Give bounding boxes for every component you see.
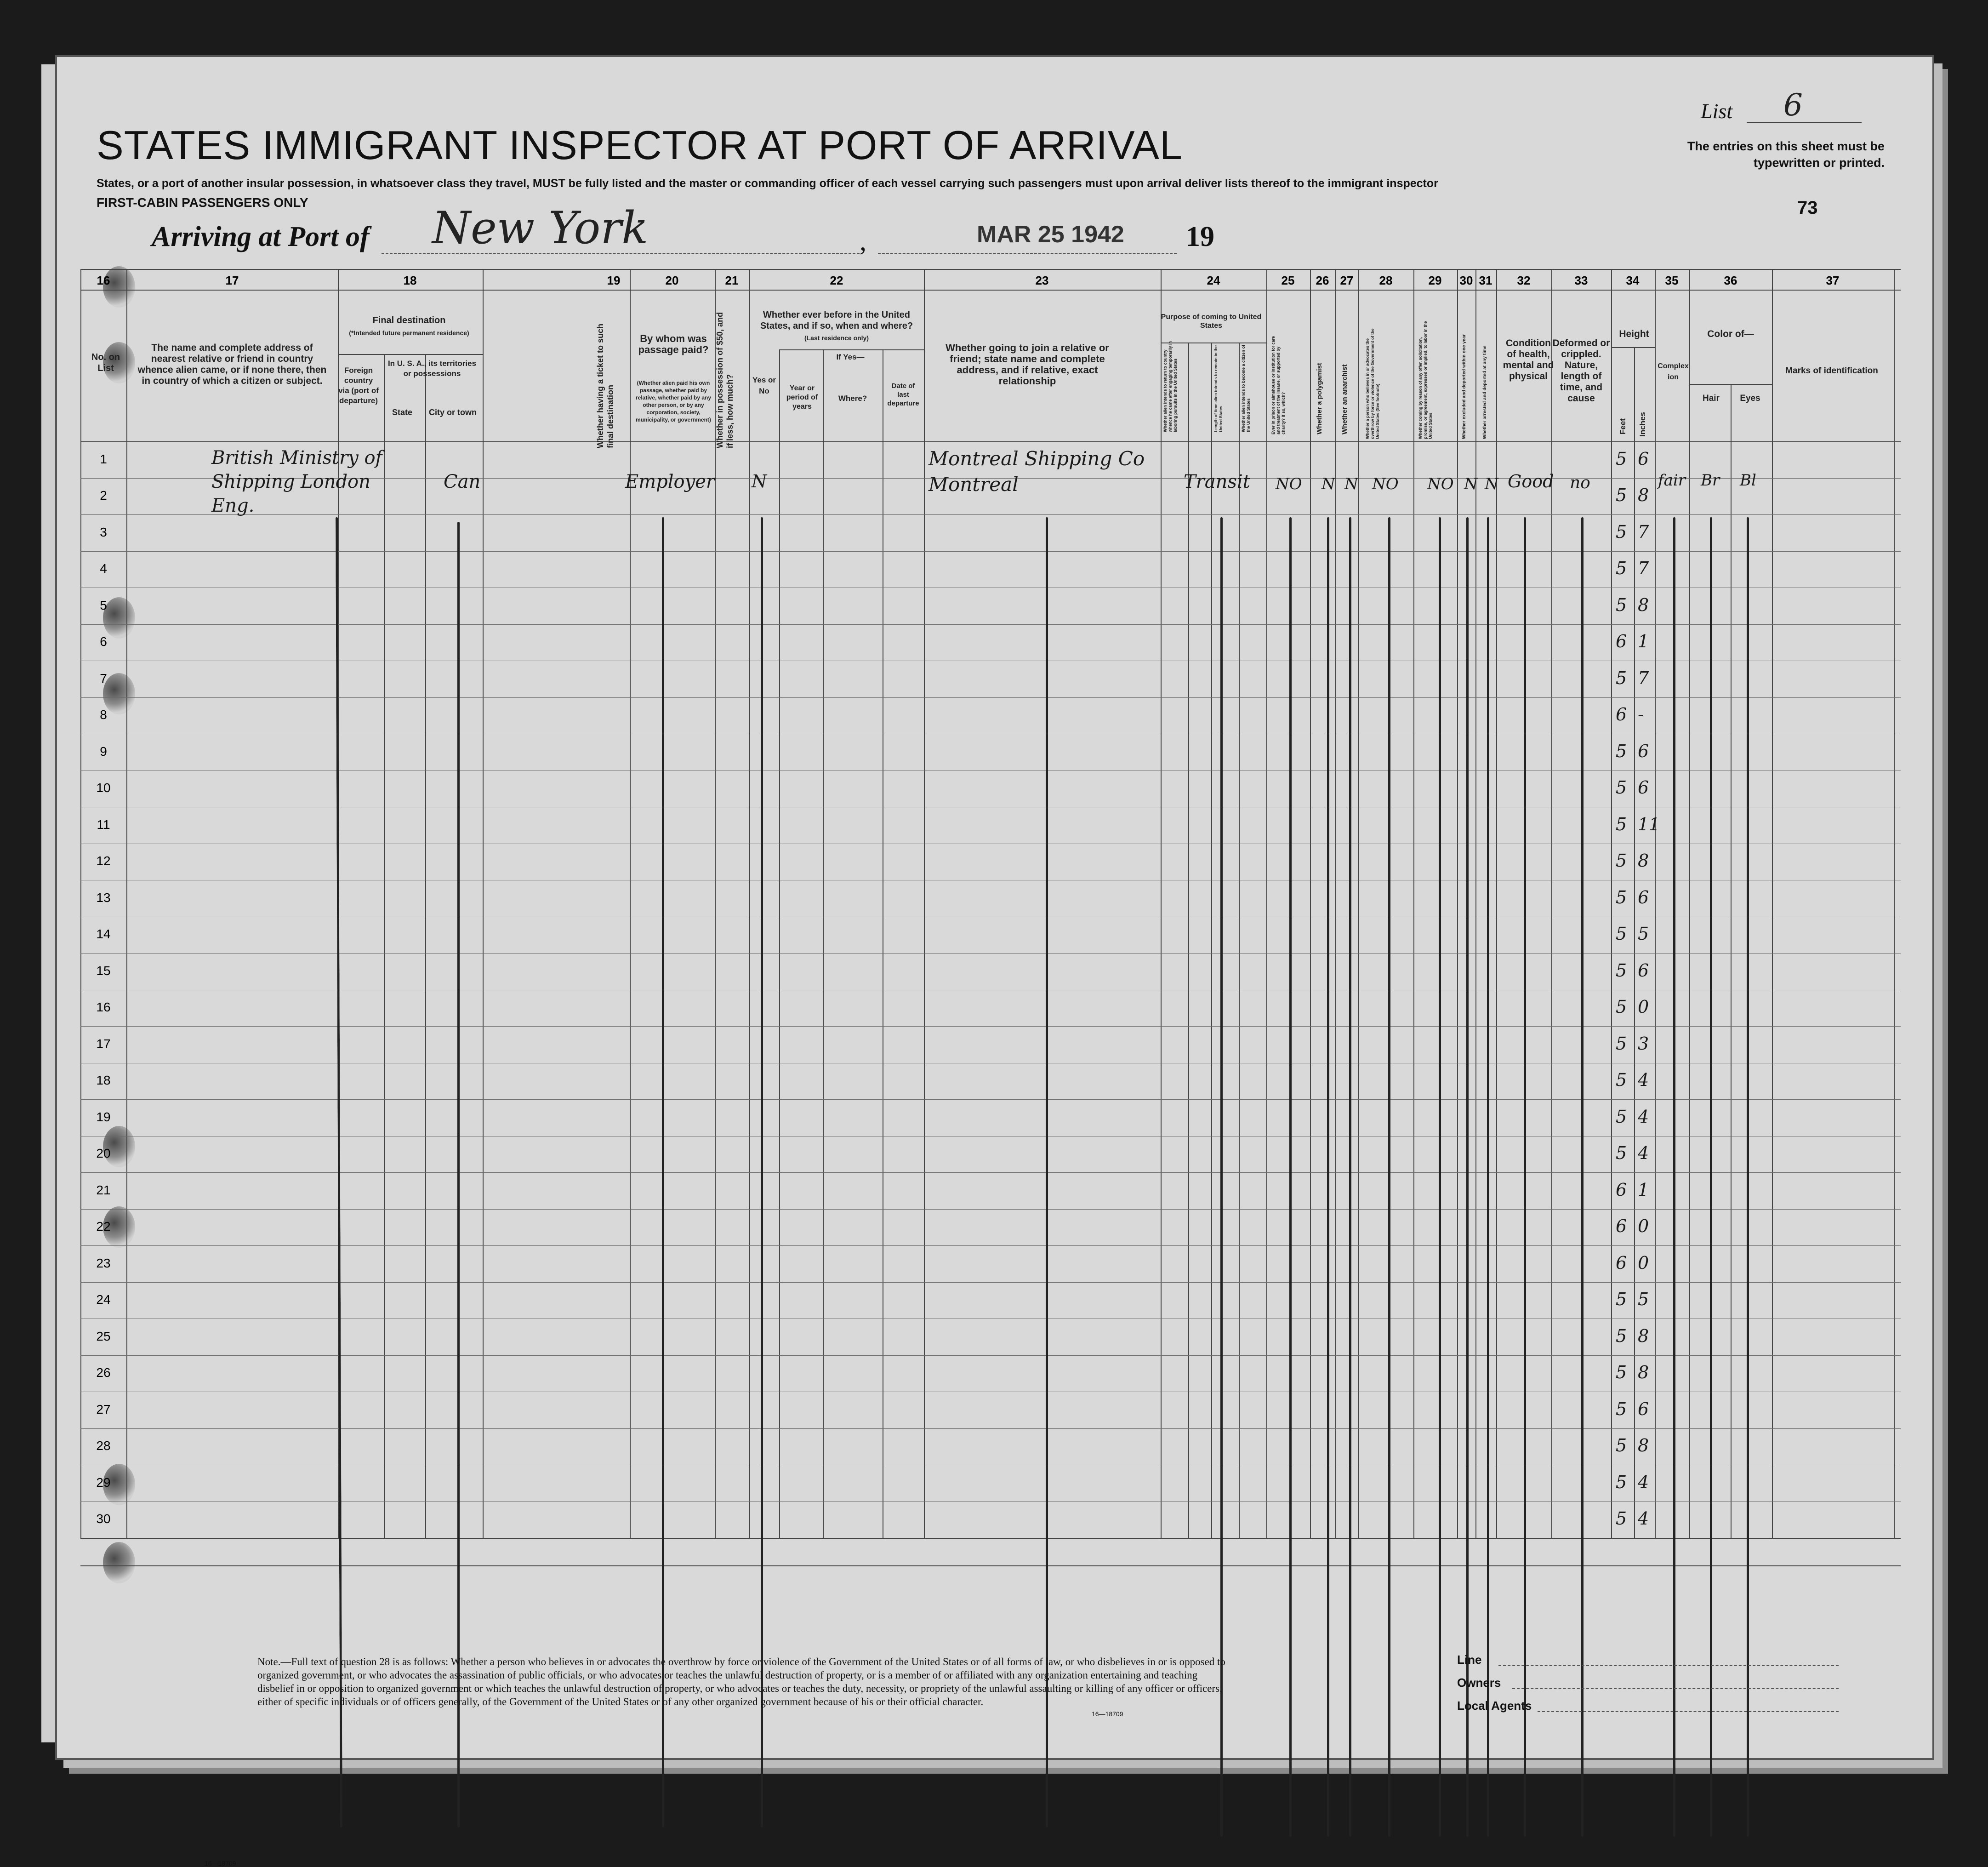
header-c31: Whether arrested and deported at any time bbox=[1482, 345, 1487, 439]
ditto-mark bbox=[1388, 517, 1390, 1837]
column-number: 30 bbox=[1459, 274, 1473, 287]
list-label: List bbox=[1701, 99, 1733, 123]
header-c24b: Length of time alien intends to remain in the United States bbox=[1213, 345, 1223, 432]
header-c34: Height bbox=[1619, 329, 1649, 339]
grid-line bbox=[1496, 269, 1497, 1538]
row-number: 12 bbox=[96, 854, 111, 868]
header-c27: Whether an anarchist bbox=[1341, 364, 1349, 434]
list-underline bbox=[1747, 122, 1862, 123]
column-number: 29 bbox=[1428, 274, 1442, 287]
ditto-mark bbox=[1524, 517, 1526, 1837]
ditto-mark bbox=[1289, 517, 1292, 1837]
row-line bbox=[80, 1355, 1901, 1356]
row-number: 1 bbox=[100, 451, 107, 466]
grid-line bbox=[1551, 269, 1552, 1538]
column-number: 31 bbox=[1479, 274, 1492, 287]
column-number: 18 bbox=[403, 274, 417, 287]
header-c24: Purpose of coming to United States bbox=[1161, 313, 1262, 330]
row1-deported: N bbox=[1485, 475, 1498, 493]
column-number: 26 bbox=[1316, 274, 1329, 287]
instructions-line: States, or a port of another insular possession, in whatsoever class they travel, MUST be fully listed and the master or commanding officer of each vessel carrying such passengers must upon arrival deliver lists thereof to the immigrant inspector bbox=[97, 177, 1438, 190]
form-number: 16—18709 bbox=[205, 1860, 236, 1867]
header-c17: The name and complete address of nearest relative or friend in country whence alien came, or if none there, then in country of which a citizen or subject. bbox=[137, 343, 327, 386]
local-agents-label: Local Agents bbox=[1457, 1699, 1532, 1713]
header-c18: Final destination bbox=[372, 315, 446, 325]
grid-line bbox=[80, 441, 1901, 442]
grid-line bbox=[1413, 269, 1414, 1538]
column-number: 35 bbox=[1665, 274, 1679, 287]
passenger-class: FIRST-CABIN PASSENGERS ONLY bbox=[97, 195, 308, 210]
column-number: 22 bbox=[830, 274, 843, 287]
height-inches: 1 bbox=[1638, 631, 1649, 652]
height-feet: 6 bbox=[1616, 704, 1627, 725]
height-inches: 4 bbox=[1638, 1106, 1649, 1127]
row1-relative-address: British Ministry of Shipping London Eng. bbox=[211, 447, 382, 516]
grid-line bbox=[338, 354, 483, 355]
row1-hair: Br bbox=[1701, 471, 1720, 490]
ditto-mark bbox=[1747, 517, 1749, 1837]
grid-line bbox=[126, 269, 127, 1538]
row1-overthrow: NO bbox=[1372, 475, 1399, 493]
header-c34-feet: Feet bbox=[1618, 418, 1627, 434]
header-c28: Whether a person who believes in or advocates the overthrow by force or violence of the Government of the United States (See footnote) bbox=[1365, 328, 1380, 439]
row-number: 17 bbox=[96, 1036, 111, 1051]
column-number: 16 bbox=[97, 274, 110, 287]
row-number: 21 bbox=[96, 1182, 111, 1197]
row-number: 30 bbox=[96, 1512, 111, 1526]
row-line bbox=[80, 697, 1901, 698]
header-c18-state: State bbox=[392, 408, 412, 417]
row-line bbox=[80, 624, 1901, 625]
header-c32: Condition of health, mental and physical bbox=[1503, 338, 1554, 382]
row1-anarchist: N bbox=[1344, 475, 1358, 493]
height-feet: 5 bbox=[1616, 558, 1627, 579]
row1-foreign-country: Can bbox=[444, 471, 481, 492]
grid-line bbox=[80, 290, 1901, 291]
header-c24a: Whether alien intends to return to country whence he came after engaging temporarily in laboring pursuits in the United States bbox=[1163, 341, 1178, 432]
grid-line bbox=[1634, 347, 1635, 1538]
height-feet: 5 bbox=[1616, 851, 1627, 871]
row-number: 10 bbox=[96, 781, 111, 795]
port-of-arrival: New York bbox=[432, 202, 649, 254]
row-number: 13 bbox=[96, 890, 111, 905]
header-c22-yesno: Yes or No bbox=[752, 376, 776, 395]
row-number: 22 bbox=[96, 1219, 111, 1234]
header-c20-note: (Whether alien paid his own passage, whether paid by relative, whether paid by any other person, or by any corporation, society, municipality, or government) bbox=[635, 380, 712, 423]
page-title: STATES IMMIGRANT INSPECTOR AT PORT OF ARRIVAL bbox=[97, 122, 1183, 168]
height-feet: 5 bbox=[1616, 1508, 1627, 1529]
header-c23: Whether going to join a relative or friend; state name and complete address, and if relative, exact relationship bbox=[946, 342, 1109, 387]
height-inches: 4 bbox=[1638, 1472, 1649, 1492]
header-c36-eyes: Eyes bbox=[1740, 394, 1760, 403]
grid-line bbox=[80, 269, 1901, 270]
grid-line bbox=[1894, 269, 1895, 1538]
height-inches: 8 bbox=[1638, 1325, 1649, 1346]
height-feet: 5 bbox=[1616, 997, 1627, 1017]
header-c36: Color of— bbox=[1707, 329, 1754, 339]
ditto-mark bbox=[1046, 517, 1048, 1827]
height-feet: 5 bbox=[1616, 1325, 1627, 1346]
arriving-label: Arriving at Port of bbox=[152, 221, 370, 252]
column-number: 37 bbox=[1826, 274, 1840, 287]
height-feet: 5 bbox=[1616, 1435, 1627, 1456]
height-inches: 5 bbox=[1638, 924, 1649, 944]
height-feet: 5 bbox=[1616, 1106, 1627, 1127]
column-number: 19 bbox=[607, 274, 621, 287]
column-number: 32 bbox=[1517, 274, 1531, 287]
column-number: 24 bbox=[1207, 274, 1220, 287]
ditto-mark bbox=[1439, 517, 1441, 1837]
header-c18-note: (*Intended future permanent residence) bbox=[349, 329, 469, 337]
form-number-bottom: 16—18709 bbox=[1092, 1710, 1123, 1718]
column-number: 25 bbox=[1281, 274, 1295, 287]
ditto-mark bbox=[1581, 517, 1584, 1837]
height-feet: 6 bbox=[1616, 1216, 1627, 1237]
row-number: 2 bbox=[100, 488, 107, 503]
row-number: 24 bbox=[96, 1292, 111, 1307]
column-number: 20 bbox=[665, 274, 679, 287]
row-line bbox=[80, 1245, 1901, 1246]
row1-before-in-us: N bbox=[752, 471, 767, 491]
grid-line bbox=[483, 269, 484, 1538]
row-number: 7 bbox=[100, 671, 107, 685]
row1-joining: Montreal Shipping Co Montreal bbox=[928, 447, 1145, 496]
local-agents-field bbox=[1538, 1711, 1839, 1712]
grid-line bbox=[425, 354, 426, 1538]
grid-line bbox=[715, 269, 716, 1538]
column-number: 28 bbox=[1379, 274, 1393, 287]
height-feet: 5 bbox=[1616, 741, 1627, 761]
height-feet: 6 bbox=[1616, 1179, 1627, 1200]
height-inches: 4 bbox=[1638, 1508, 1649, 1529]
row-line bbox=[80, 1026, 1901, 1027]
header-c22-date: Date of last departure bbox=[887, 382, 919, 407]
column-number: 17 bbox=[225, 274, 239, 287]
height-inches: 6 bbox=[1638, 960, 1649, 981]
header-c22-ifyes: If Yes— bbox=[836, 353, 865, 361]
height-inches: 0 bbox=[1638, 1216, 1649, 1237]
grid-line bbox=[384, 354, 385, 1538]
punch-hole bbox=[103, 1542, 135, 1583]
grid-line bbox=[1457, 269, 1458, 1538]
row-number: 6 bbox=[100, 634, 107, 649]
height-inches: 8 bbox=[1638, 851, 1649, 871]
grid-line bbox=[823, 349, 824, 1538]
line-label: Line bbox=[1457, 1653, 1482, 1667]
height-feet: 6 bbox=[1616, 1252, 1627, 1273]
header-c18-usa: In U. S. A., its territories or possessions bbox=[387, 359, 477, 378]
footnote-question-28: Note.—Full text of question 28 is as follows: Whether a person who believes in or advocates the overthrow by force or violence of the Government of the United States or of all forms of law, or who disbelieves in or is opposed to organized government, or who advocates the assassination of public officials, or who advocates or teaches the unlawful destruction of property, or is a member of or affiliated with any organization entertaining and teaching disbelief in or opposition to organized government or which teaches the unlawful destruction of property, or who advocates or teaches the duty, necessity, or propriety of the unlawful assaulting or killing of any officer or officers, either of specific individuals or of officers generally, of the Government of the United States or of any other organized government because of his or their official character. bbox=[257, 1656, 1225, 1707]
height-feet: 5 bbox=[1616, 1033, 1627, 1054]
ditto-mark bbox=[1466, 517, 1469, 1837]
height-inches: 3 bbox=[1638, 1033, 1649, 1054]
height-inches: 8 bbox=[1638, 594, 1649, 615]
grid-line bbox=[924, 269, 925, 1538]
year-prefix: 19 bbox=[1186, 221, 1214, 252]
row-line bbox=[80, 1282, 1901, 1283]
height-inches: 7 bbox=[1638, 521, 1649, 542]
height-inches: 7 bbox=[1638, 558, 1649, 579]
height-inches: 4 bbox=[1638, 1143, 1649, 1164]
grid-line bbox=[1310, 269, 1311, 1538]
height-inches: - bbox=[1638, 704, 1644, 725]
list-number: 6 bbox=[1783, 87, 1803, 123]
ditto-mark bbox=[1673, 517, 1675, 1837]
height-inches: 8 bbox=[1638, 1435, 1649, 1456]
row-line bbox=[80, 1099, 1901, 1100]
header-c36-hair: Hair bbox=[1703, 394, 1720, 403]
height-feet: 5 bbox=[1616, 960, 1627, 981]
row1-health: Good bbox=[1508, 471, 1554, 491]
row-line bbox=[80, 551, 1901, 552]
height-inches: 6 bbox=[1638, 1399, 1649, 1419]
height-feet: 5 bbox=[1616, 485, 1627, 506]
height-inches: 1 bbox=[1638, 1179, 1649, 1200]
row-number: 4 bbox=[100, 561, 107, 576]
grid-line bbox=[749, 269, 750, 1538]
date-underline bbox=[878, 253, 1177, 254]
height-feet: 5 bbox=[1616, 668, 1627, 688]
row1-polygamist: N bbox=[1322, 475, 1335, 493]
ditto-mark bbox=[1327, 517, 1329, 1837]
sheet-number: 73 bbox=[1797, 198, 1818, 218]
row1-labor-offer: NO bbox=[1427, 475, 1454, 493]
row-number: 29 bbox=[96, 1475, 111, 1490]
height-feet: 5 bbox=[1616, 1070, 1627, 1091]
grid-line bbox=[779, 349, 780, 1538]
height-inches: 0 bbox=[1638, 997, 1649, 1017]
height-inches: 8 bbox=[1638, 1362, 1649, 1383]
height-feet: 5 bbox=[1616, 594, 1627, 615]
column-number: 23 bbox=[1035, 274, 1049, 287]
row-line bbox=[80, 1172, 1901, 1173]
grid-line bbox=[779, 349, 924, 350]
row-number: 3 bbox=[100, 525, 107, 539]
header-c21: Whether in possession of $50, and if less, how much? bbox=[715, 312, 735, 448]
ditto-mark bbox=[1349, 517, 1351, 1837]
row-number: 16 bbox=[96, 1000, 111, 1015]
height-feet: 5 bbox=[1616, 448, 1627, 469]
header-c25: Ever in prison or almshouse or institution for care and treatment of the insane, or supported by charity? If so, which? bbox=[1271, 336, 1286, 434]
grid-line bbox=[1211, 343, 1212, 1538]
height-feet: 5 bbox=[1616, 887, 1627, 908]
row-number: 8 bbox=[100, 708, 107, 722]
height-inches: 6 bbox=[1638, 887, 1649, 908]
grid-line bbox=[80, 269, 81, 1538]
height-feet: 5 bbox=[1616, 521, 1627, 542]
column-number: 33 bbox=[1574, 274, 1588, 287]
header-c30: Whether excluded and deported within one year bbox=[1462, 334, 1467, 439]
height-inches: 0 bbox=[1638, 1252, 1649, 1273]
ditto-mark bbox=[1487, 517, 1489, 1837]
ditto-mark bbox=[662, 517, 664, 1827]
column-number: 21 bbox=[725, 274, 739, 287]
row-number: 18 bbox=[96, 1073, 111, 1088]
row-number: 15 bbox=[96, 963, 111, 978]
row-number: 20 bbox=[96, 1146, 111, 1161]
column-number: 36 bbox=[1724, 274, 1737, 287]
row1-eyes: Bl bbox=[1740, 471, 1756, 490]
grid-line bbox=[80, 1538, 1901, 1539]
header-c37: Marks of identification bbox=[1785, 366, 1878, 376]
row1-deformed: no bbox=[1570, 474, 1590, 492]
row-line bbox=[80, 1209, 1901, 1210]
owners-label: Owners bbox=[1457, 1676, 1501, 1690]
height-inches: 7 bbox=[1638, 668, 1649, 688]
header-c22-note: (Last residence only) bbox=[804, 334, 869, 342]
row-number: 11 bbox=[97, 817, 110, 832]
row1-passage-paid: Employer bbox=[625, 471, 715, 492]
grid-line bbox=[1655, 269, 1656, 1538]
grid-line bbox=[1611, 269, 1612, 1538]
header-c34-inches: Inches bbox=[1638, 412, 1647, 437]
header-c35: Complexion bbox=[1658, 362, 1689, 381]
ditto-mark bbox=[457, 522, 460, 1827]
line-field bbox=[1498, 1665, 1839, 1666]
height-inches: 6 bbox=[1638, 777, 1649, 798]
date-stamp: MAR 25 1942 bbox=[977, 221, 1124, 248]
row-number: 26 bbox=[96, 1365, 111, 1380]
height-inches: 5 bbox=[1638, 1289, 1649, 1310]
height-inches: 11 bbox=[1638, 814, 1660, 834]
height-inches: 6 bbox=[1638, 448, 1649, 469]
header-c22-where: Where? bbox=[838, 394, 867, 403]
header-c26: Whether a polygamist bbox=[1316, 363, 1323, 434]
header-c22-year: Year or period of years bbox=[786, 384, 818, 411]
entries-note: The entries on this sheet must be typewritten or printed. bbox=[1687, 139, 1885, 170]
height-feet: 5 bbox=[1616, 924, 1627, 944]
row-number: 19 bbox=[96, 1109, 111, 1124]
row-number: 14 bbox=[96, 927, 111, 942]
header-c20: By whom was passage paid? bbox=[638, 333, 709, 355]
grid-line bbox=[1266, 269, 1267, 1538]
header-c19: Whether having a ticket to such final destination bbox=[596, 323, 615, 448]
row1-prison: NO bbox=[1276, 475, 1302, 493]
row-number: 27 bbox=[96, 1402, 111, 1416]
row-number: 9 bbox=[100, 744, 107, 759]
height-feet: 5 bbox=[1616, 1143, 1627, 1164]
header-c18-city: City or town bbox=[429, 408, 477, 417]
grid-line bbox=[80, 1565, 1901, 1566]
height-feet: 5 bbox=[1616, 1399, 1627, 1419]
grid-line bbox=[1188, 343, 1189, 1538]
column-number: 34 bbox=[1626, 274, 1640, 287]
header-c16: No. on List bbox=[91, 352, 120, 373]
header-c29: Whether coming by reason of any offer, solicitation, promise, or agreement, expressed or implied, to labor in the United States bbox=[1418, 321, 1433, 439]
owners-field bbox=[1512, 1688, 1839, 1689]
grid-line bbox=[1475, 269, 1476, 1538]
column-number: 27 bbox=[1340, 274, 1354, 287]
grid-line bbox=[1358, 269, 1359, 1538]
ditto-mark bbox=[1710, 517, 1712, 1837]
height-feet: 5 bbox=[1616, 777, 1627, 798]
height-feet: 5 bbox=[1616, 1362, 1627, 1383]
grid-line bbox=[1611, 347, 1655, 348]
grid-line bbox=[1731, 384, 1732, 1538]
row-number: 28 bbox=[96, 1439, 111, 1453]
height-inches: 4 bbox=[1638, 1070, 1649, 1091]
height-feet: 5 bbox=[1616, 814, 1627, 834]
row-number: 5 bbox=[100, 598, 107, 612]
height-inches: 6 bbox=[1638, 741, 1649, 761]
header-c33: Deformed or crippled. Nature, length of time, and cause bbox=[1552, 338, 1610, 404]
grid-line bbox=[1335, 269, 1336, 1538]
row1-purpose: Transit bbox=[1184, 471, 1250, 492]
row-line bbox=[80, 1428, 1901, 1429]
height-feet: 5 bbox=[1616, 1472, 1627, 1492]
header-c22: Whether ever before in the United States, and if so, when and where? bbox=[760, 310, 913, 331]
header-c24c: Whether alien intends to become a citizen of the United States bbox=[1241, 344, 1251, 432]
ditto-mark bbox=[1220, 517, 1223, 1837]
row1-excluded: N bbox=[1464, 475, 1478, 493]
header-c18-foreign: Foreign country via (port of departure) bbox=[338, 366, 379, 405]
row-number: 25 bbox=[96, 1329, 111, 1343]
row-number: 23 bbox=[96, 1256, 111, 1270]
grid-line bbox=[1239, 343, 1240, 1538]
height-inches: 8 bbox=[1638, 485, 1649, 506]
grid-line bbox=[630, 269, 631, 1538]
grid-line bbox=[1689, 269, 1690, 1538]
height-feet: 6 bbox=[1616, 631, 1627, 652]
grid-line bbox=[1772, 269, 1773, 1538]
height-feet: 5 bbox=[1616, 1289, 1627, 1310]
row1-complexion: fair bbox=[1658, 471, 1686, 490]
ditto-mark bbox=[761, 517, 763, 1827]
grid-line bbox=[1689, 384, 1772, 385]
